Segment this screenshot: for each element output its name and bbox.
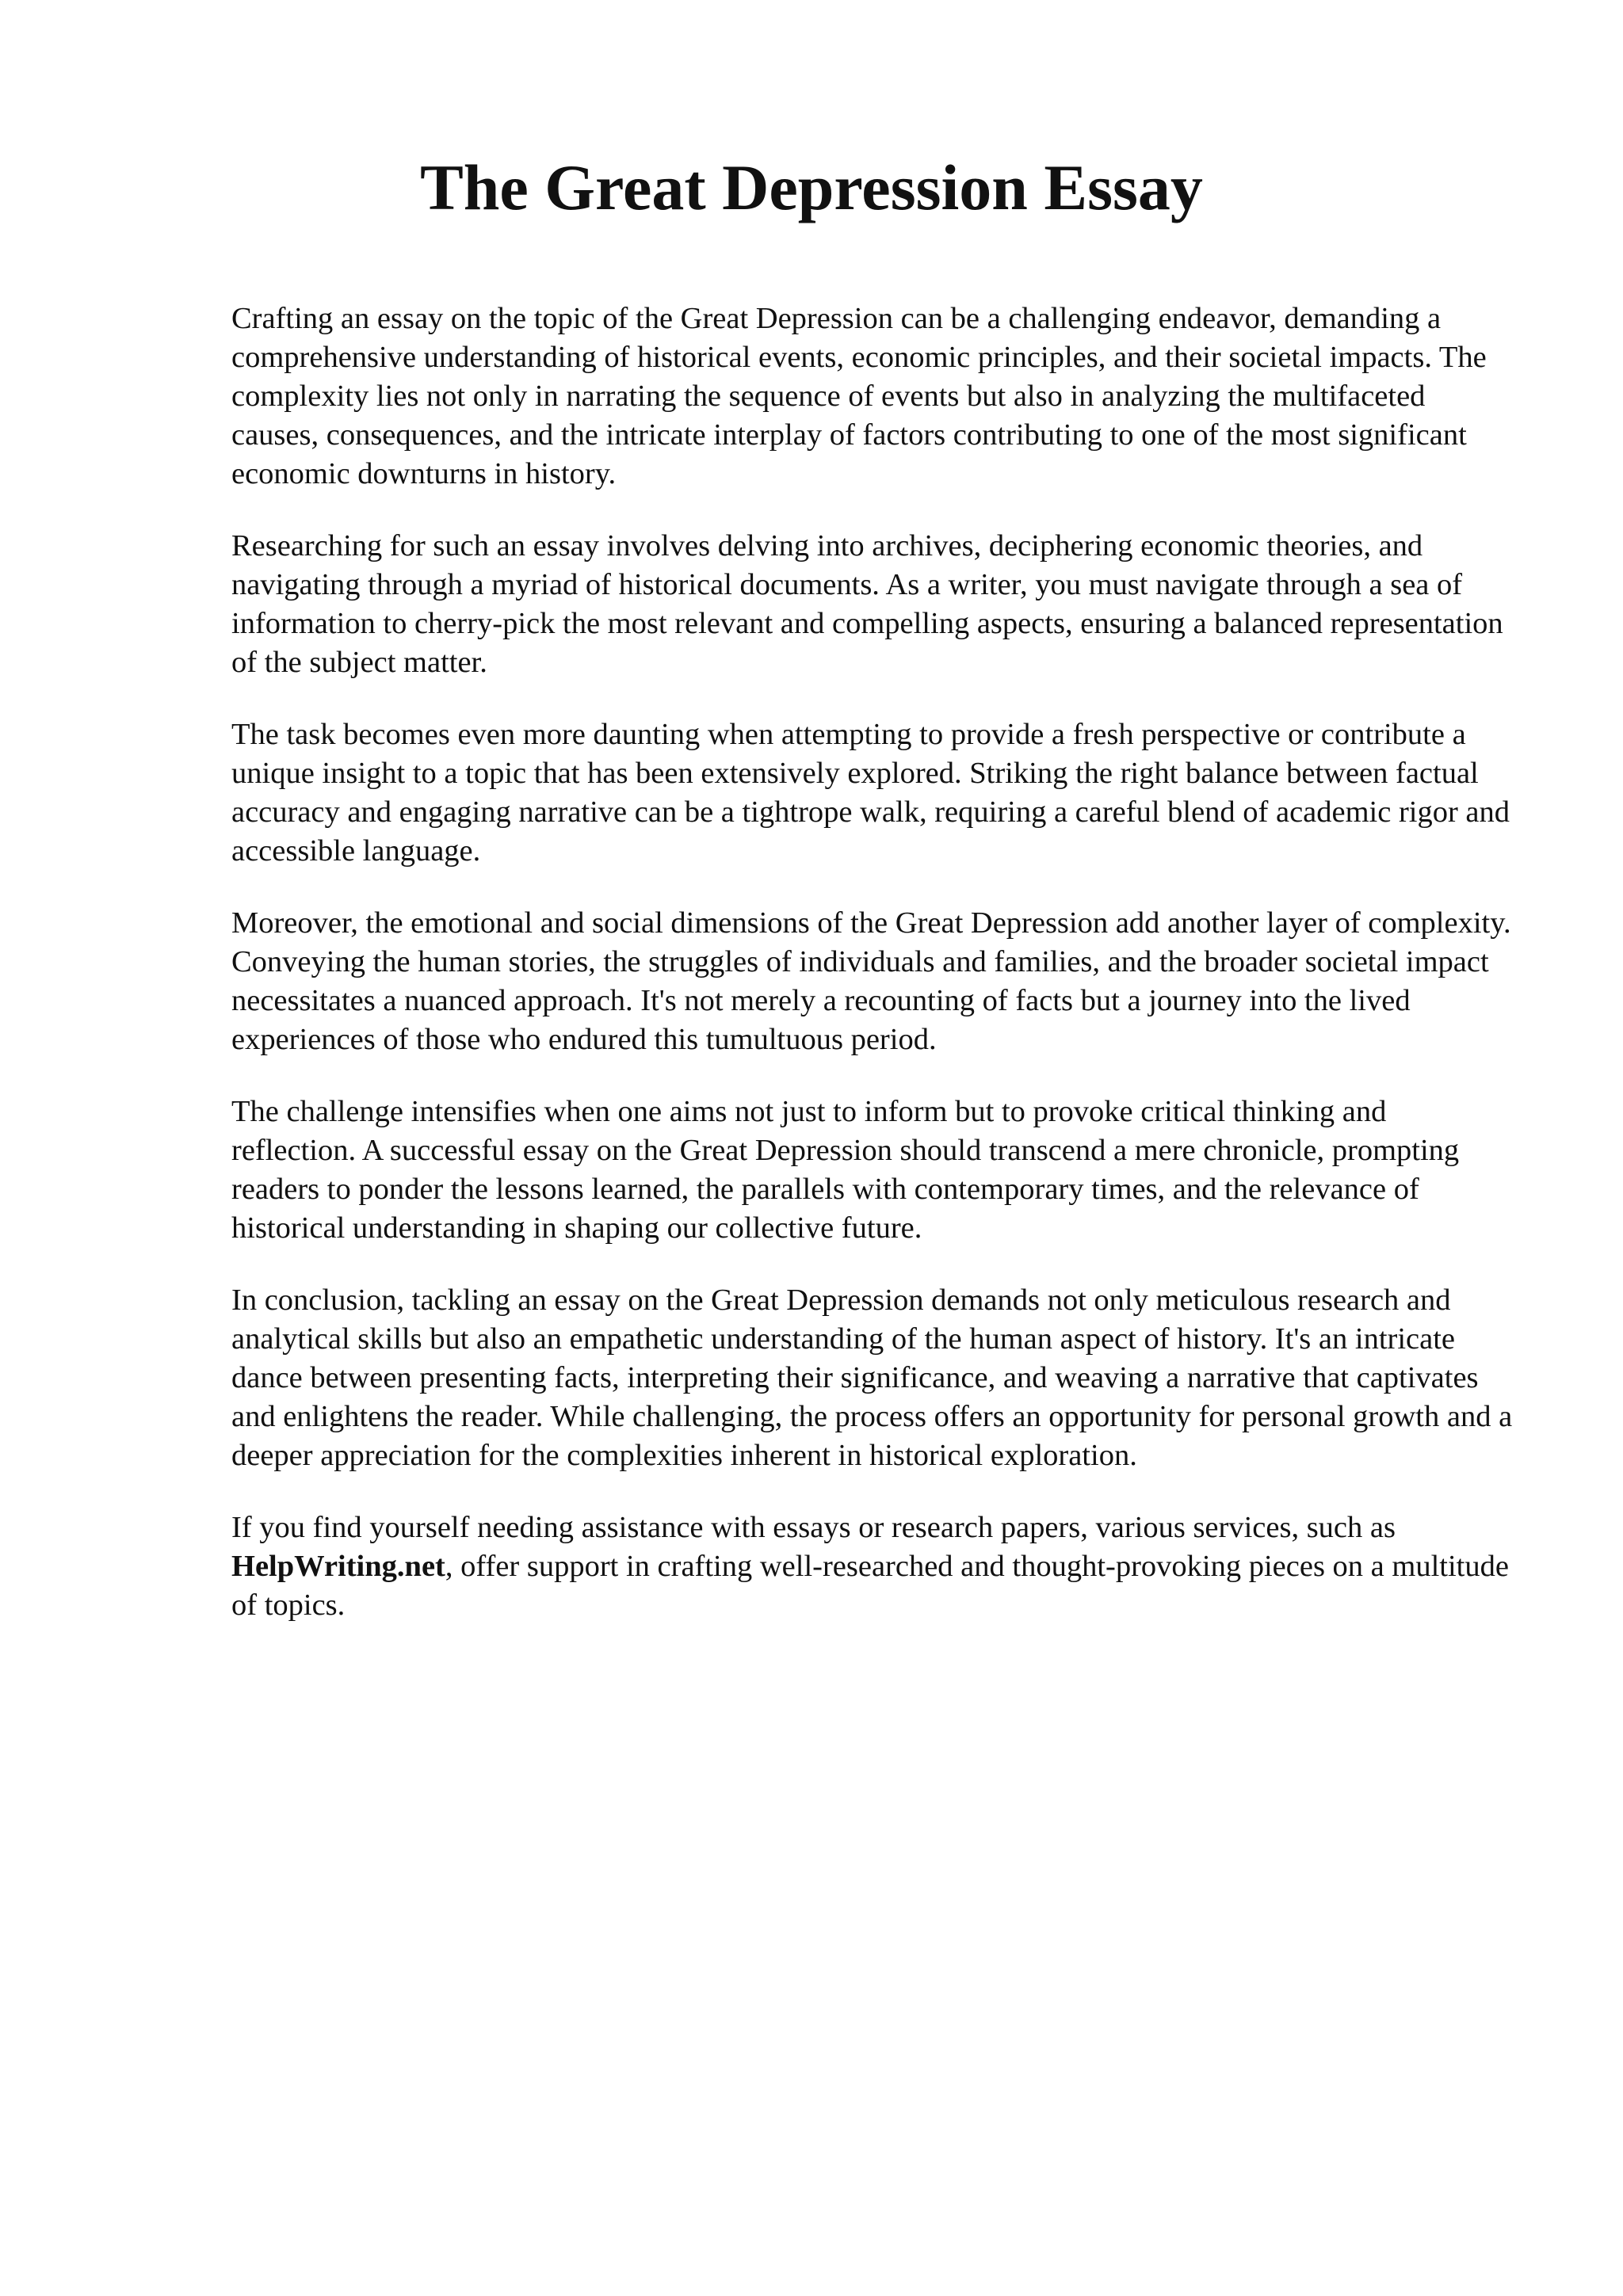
document-body	[231, 299, 1515, 1658]
paragraph-2: Researching for such an essay involves delving into archives, deciphering economic theories, and navigating through a myriad of historical documents. As a writer, you must navigate through a sea of information to cherry-pick the most relevant and compelling aspects, ensuring a balanced representation of the subject matter.	[231, 529, 1503, 679]
paragraph-1: Crafting an essay on the topic of the Great Depression can be a challenging endeavor, demanding a comprehensive understanding of historical events, economic principles, and their societal impacts. The complexity lies not only in narrating the sequence of events but also in analyzing the multifaceted causes, consequences, and the intricate interplay of factors contributing to one of the most significant economic downturns in history.	[231, 302, 1487, 490]
brand-name: HelpWriting.net	[231, 1550, 445, 1583]
paragraph-3: The task becomes even more daunting when attempting to provide a fresh perspective or contribute a unique insight to a topic that has been extensively explored. Striking the right balance between factual accuracy and engaging narrative can be a tightrope walk, requiring a careful blend of academic rigor and accessible language.	[231, 718, 1510, 868]
paragraph-6: In conclusion, tackling an essay on the Great Depression demands not only meticulous research and analytical skills but also an empathetic understanding of the human aspect of history. It's an intricate dance between presenting facts, interpreting their significance, and weaving a narrative that captivates and enlightens the reader. While challenging, the process offers an opportunity for personal growth and a deeper appreciation for the complexities inherent in historical exploration.	[231, 1283, 1513, 1472]
closing-text-after: , offer support in crafting well-researched and thought-provoking pieces on a multitude of topics.	[231, 1550, 1509, 1622]
paragraph-5: The challenge intensifies when one aims not just to inform but to provoke critical thinking and reflection. A successful essay on the Great Depression should transcend a mere chronicle, prompting readers to ponder the lessons learned, the parallels with contemporary times, and the relevance of historical understanding in shaping our collective future.	[231, 1095, 1460, 1245]
closing-paragraph	[231, 1508, 1515, 1625]
closing-text-before: If you find yourself needing assistance with essays or research papers, various services, such as	[231, 1511, 1396, 1544]
document-title: The Great Depression Essay	[420, 151, 1203, 223]
paragraph-4: Moreover, the emotional and social dimensions of the Great Depression add another layer of complexity. Conveying the human stories, the struggles of individuals and families, and the broader societal impact necessitates a nuanced approach. It's not merely a recounting of facts but a journey into the lived experiences of those who endured this tumultuous period.	[231, 906, 1511, 1056]
